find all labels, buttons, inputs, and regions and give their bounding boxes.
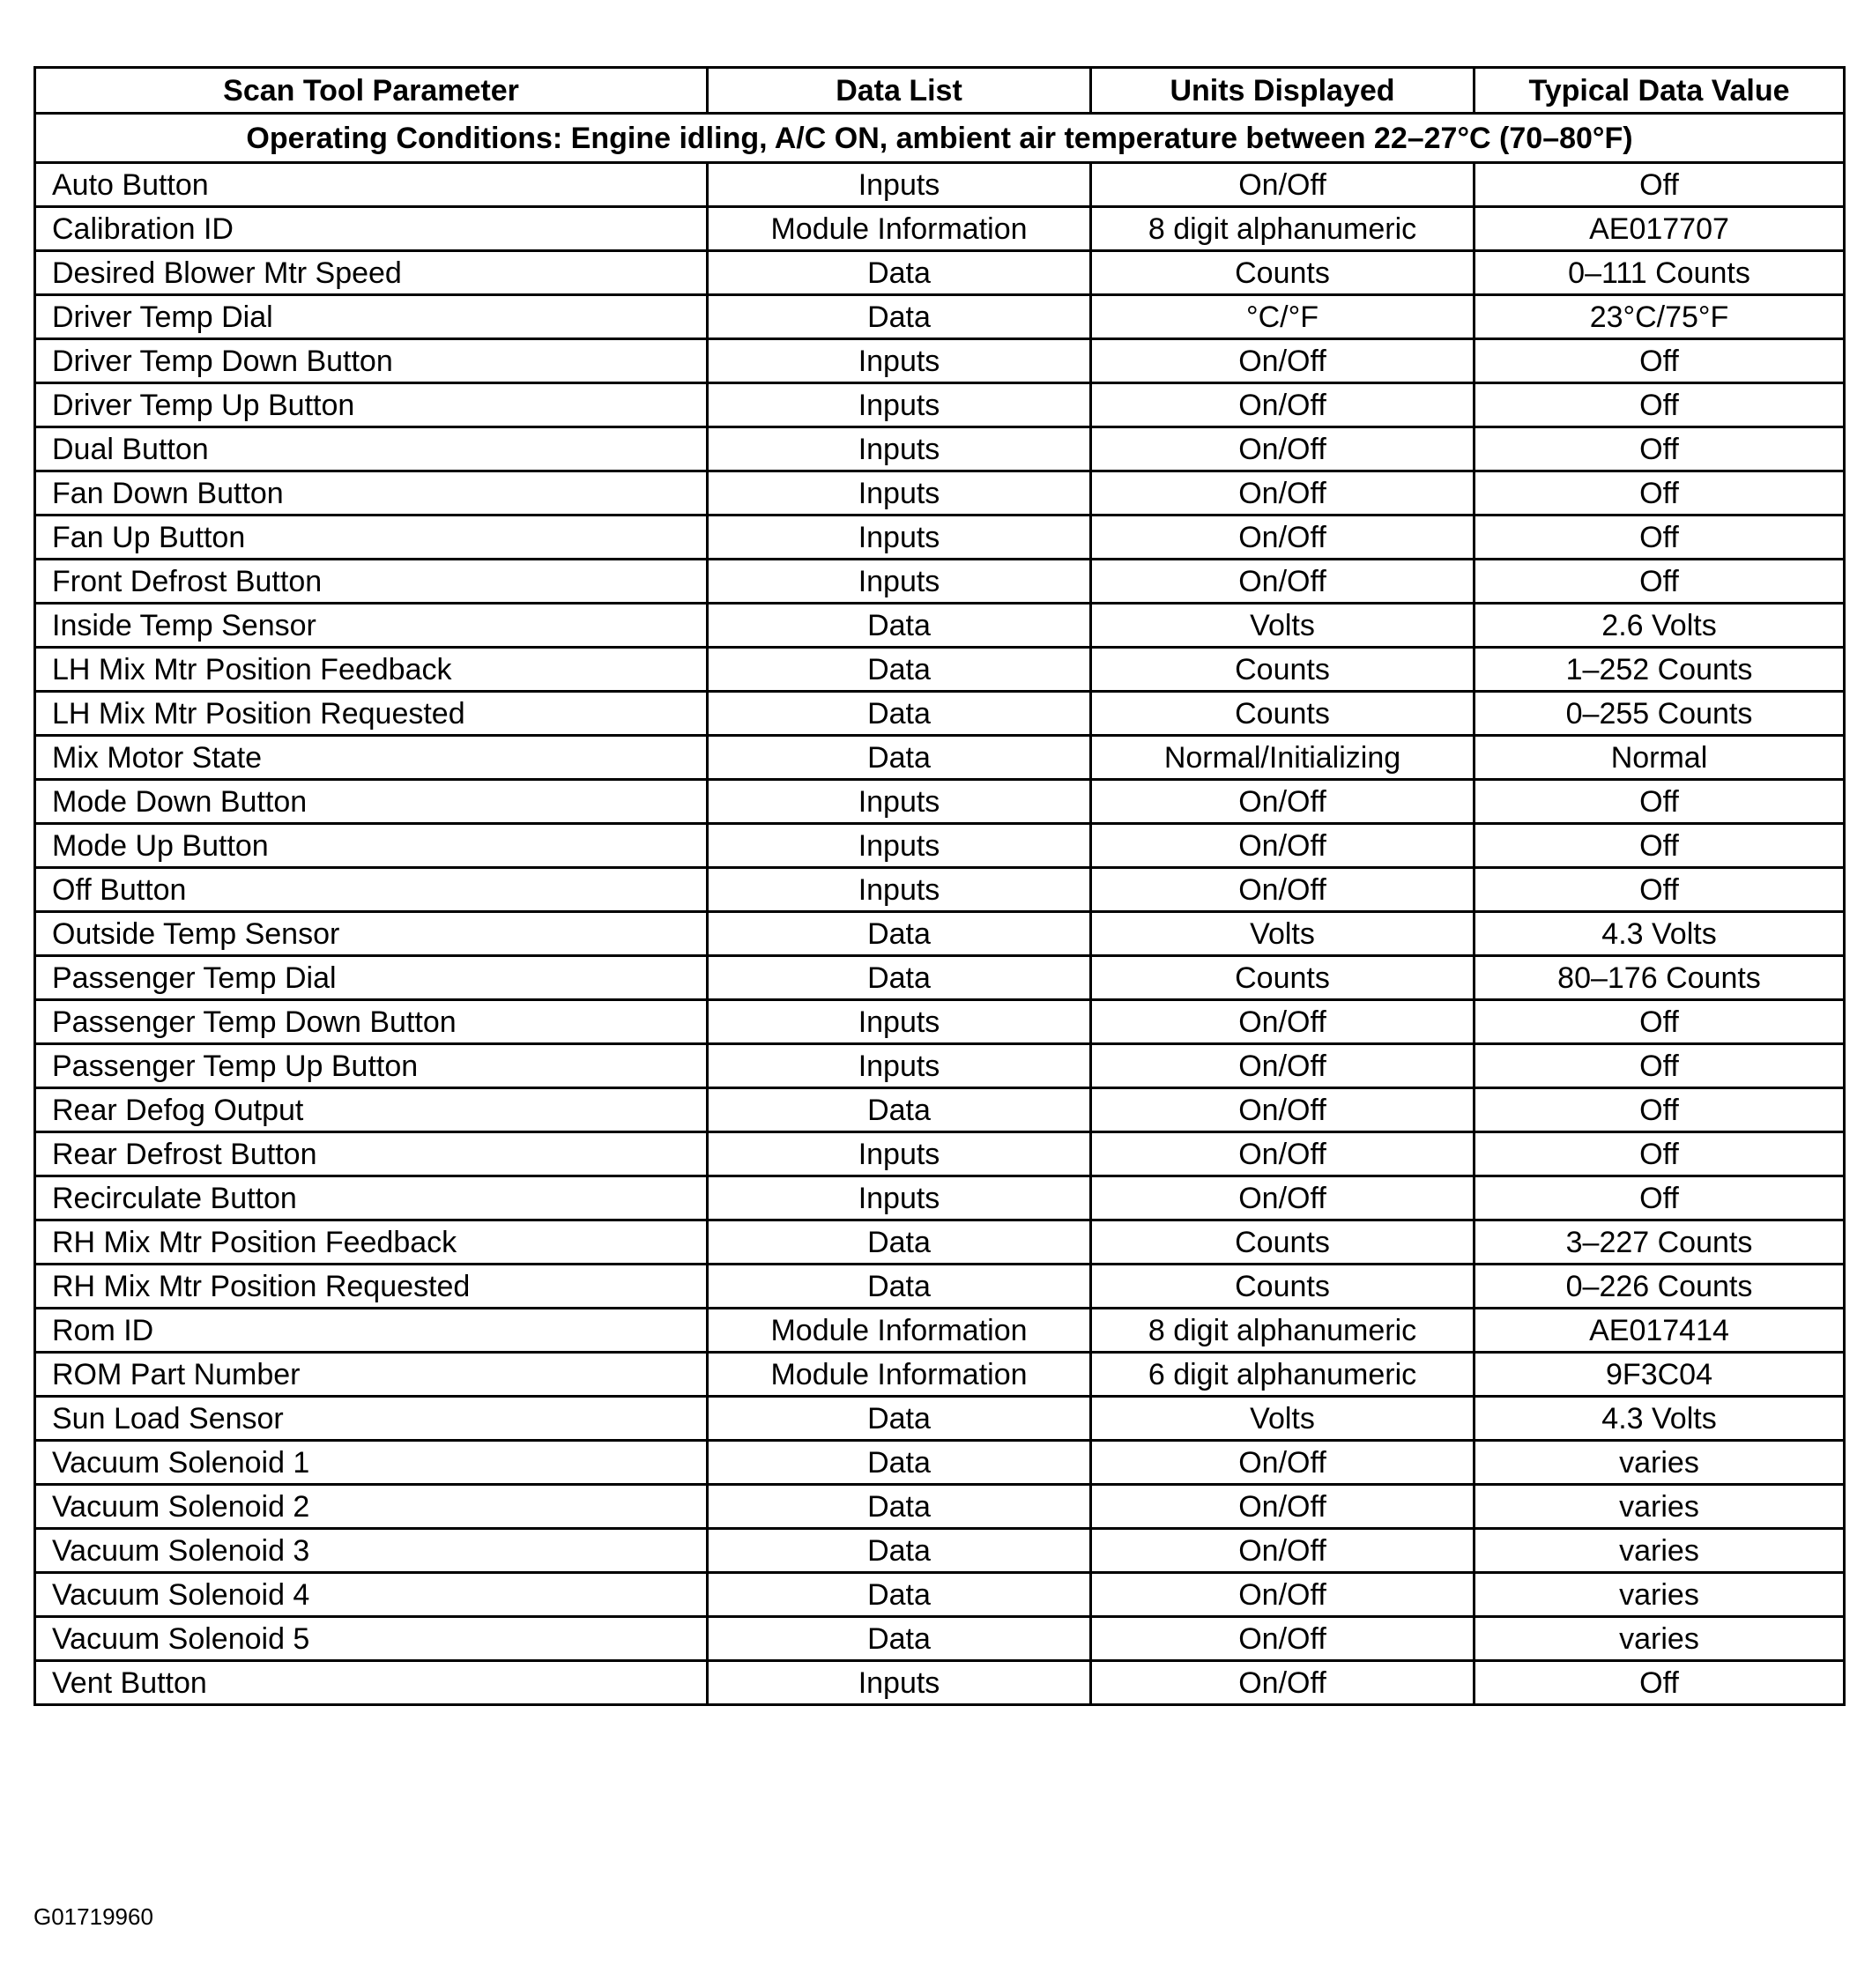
typical-value-cell: Off xyxy=(1475,471,1845,516)
units-cell: On/Off xyxy=(1091,780,1475,824)
data-list-cell: Inputs xyxy=(708,1176,1091,1220)
table-row xyxy=(35,1397,1845,1441)
table-row xyxy=(35,1441,1845,1485)
typical-value-cell: Off xyxy=(1475,339,1845,383)
data-list-cell: Data xyxy=(708,295,1091,339)
data-list-cell: Data xyxy=(708,251,1091,295)
table-row xyxy=(35,824,1845,868)
table-row xyxy=(35,1176,1845,1220)
units-cell: On/Off xyxy=(1091,1176,1475,1220)
parameter-cell: Outside Temp Sensor xyxy=(35,912,708,956)
typical-value-cell: Off xyxy=(1475,1088,1845,1132)
parameter-cell: RH Mix Mtr Position Requested xyxy=(35,1265,708,1309)
data-list-cell: Inputs xyxy=(708,1000,1091,1044)
data-list-cell: Data xyxy=(708,1397,1091,1441)
typical-value-cell: 23°C/75°F xyxy=(1475,295,1845,339)
units-cell: Counts xyxy=(1091,1265,1475,1309)
data-list-cell: Data xyxy=(708,1441,1091,1485)
typical-value-cell: varies xyxy=(1475,1617,1845,1661)
table-row xyxy=(35,912,1845,956)
header-data-list: Data List xyxy=(708,68,1091,114)
data-list-cell: Inputs xyxy=(708,1132,1091,1176)
data-list-cell: Inputs xyxy=(708,471,1091,516)
parameter-cell: LH Mix Mtr Position Feedback xyxy=(35,648,708,692)
units-cell: On/Off xyxy=(1091,1044,1475,1088)
data-list-cell: Inputs xyxy=(708,339,1091,383)
data-list-cell: Inputs xyxy=(708,516,1091,560)
units-cell: On/Off xyxy=(1091,1529,1475,1573)
units-cell: On/Off xyxy=(1091,471,1475,516)
typical-value-cell: Off xyxy=(1475,780,1845,824)
parameter-cell: Calibration ID xyxy=(35,207,708,251)
parameter-cell: Mode Up Button xyxy=(35,824,708,868)
data-list-cell: Data xyxy=(708,692,1091,736)
table-row xyxy=(35,1661,1845,1705)
typical-value-cell: Off xyxy=(1475,868,1845,912)
typical-value-cell: Off xyxy=(1475,1132,1845,1176)
table-row xyxy=(35,1088,1845,1132)
parameter-cell: Vacuum Solenoid 5 xyxy=(35,1617,708,1661)
data-list-cell: Data xyxy=(708,1220,1091,1265)
parameter-cell: ROM Part Number xyxy=(35,1353,708,1397)
units-cell: Volts xyxy=(1091,604,1475,648)
table-row xyxy=(35,1044,1845,1088)
table-row xyxy=(35,1573,1845,1617)
parameter-cell: Passenger Temp Dial xyxy=(35,956,708,1000)
typical-value-cell: 0–111 Counts xyxy=(1475,251,1845,295)
parameter-cell: Rear Defrost Button xyxy=(35,1132,708,1176)
table-row xyxy=(35,560,1845,604)
table-row xyxy=(35,1309,1845,1353)
parameter-cell: Vacuum Solenoid 1 xyxy=(35,1441,708,1485)
table-row xyxy=(35,1132,1845,1176)
units-cell: Volts xyxy=(1091,912,1475,956)
table-row xyxy=(35,604,1845,648)
units-cell: On/Off xyxy=(1091,1441,1475,1485)
typical-value-cell: 0–226 Counts xyxy=(1475,1265,1845,1309)
table-row xyxy=(35,251,1845,295)
parameter-cell: Mode Down Button xyxy=(35,780,708,824)
parameter-cell: Rom ID xyxy=(35,1309,708,1353)
table-row xyxy=(35,1220,1845,1265)
table-row xyxy=(35,648,1845,692)
typical-value-cell: AE017707 xyxy=(1475,207,1845,251)
typical-value-cell: Off xyxy=(1475,560,1845,604)
data-list-cell: Inputs xyxy=(708,780,1091,824)
units-cell: On/Off xyxy=(1091,1000,1475,1044)
header-row xyxy=(35,68,1845,114)
table-row xyxy=(35,780,1845,824)
units-cell: Counts xyxy=(1091,1220,1475,1265)
parameter-cell: Auto Button xyxy=(35,163,708,207)
data-list-cell: Inputs xyxy=(708,1661,1091,1705)
units-cell: On/Off xyxy=(1091,868,1475,912)
typical-value-cell: varies xyxy=(1475,1573,1845,1617)
data-list-cell: Inputs xyxy=(708,383,1091,427)
table-row xyxy=(35,1485,1845,1529)
typical-value-cell: AE017414 xyxy=(1475,1309,1845,1353)
parameter-cell: Vacuum Solenoid 3 xyxy=(35,1529,708,1573)
typical-value-cell: Off xyxy=(1475,1000,1845,1044)
units-cell: On/Off xyxy=(1091,427,1475,471)
table-row xyxy=(35,1617,1845,1661)
parameter-cell: Fan Up Button xyxy=(35,516,708,560)
data-list-cell: Module Information xyxy=(708,1309,1091,1353)
units-cell: 8 digit alphanumeric xyxy=(1091,1309,1475,1353)
operating-conditions: Operating Conditions: Engine idling, A/C ON, ambient air temperature between 22–27°C (70–80°F) xyxy=(35,114,1845,163)
units-cell: Counts xyxy=(1091,692,1475,736)
typical-value-cell: Off xyxy=(1475,1176,1845,1220)
data-list-cell: Module Information xyxy=(708,207,1091,251)
data-list-cell: Data xyxy=(708,1265,1091,1309)
table-row xyxy=(35,295,1845,339)
units-cell: On/Off xyxy=(1091,383,1475,427)
operating-conditions-row xyxy=(35,114,1845,163)
header-scan-tool-parameter: Scan Tool Parameter xyxy=(35,68,708,114)
typical-value-cell: Off xyxy=(1475,383,1845,427)
table-header xyxy=(35,68,1845,114)
units-cell: On/Off xyxy=(1091,516,1475,560)
scan-tool-data-table xyxy=(33,66,1846,1706)
typical-value-cell: varies xyxy=(1475,1485,1845,1529)
table-row xyxy=(35,1000,1845,1044)
units-cell: On/Off xyxy=(1091,163,1475,207)
data-list-cell: Inputs xyxy=(708,560,1091,604)
table-row xyxy=(35,868,1845,912)
parameter-cell: Mix Motor State xyxy=(35,736,708,780)
header-units-displayed: Units Displayed xyxy=(1091,68,1475,114)
units-cell: On/Off xyxy=(1091,1617,1475,1661)
parameter-cell: Sun Load Sensor xyxy=(35,1397,708,1441)
data-list-cell: Inputs xyxy=(708,163,1091,207)
units-cell: On/Off xyxy=(1091,1132,1475,1176)
typical-value-cell: varies xyxy=(1475,1529,1845,1573)
data-list-cell: Data xyxy=(708,648,1091,692)
typical-value-cell: Off xyxy=(1475,824,1845,868)
table-row xyxy=(35,956,1845,1000)
units-cell: On/Off xyxy=(1091,1485,1475,1529)
typical-value-cell: 3–227 Counts xyxy=(1475,1220,1845,1265)
table-row xyxy=(35,339,1845,383)
units-cell: 6 digit alphanumeric xyxy=(1091,1353,1475,1397)
table-row xyxy=(35,207,1845,251)
table-row xyxy=(35,427,1845,471)
data-list-cell: Data xyxy=(708,956,1091,1000)
units-cell: On/Off xyxy=(1091,560,1475,604)
typical-value-cell: 4.3 Volts xyxy=(1475,1397,1845,1441)
data-list-cell: Data xyxy=(708,1617,1091,1661)
table-row xyxy=(35,1265,1845,1309)
units-cell: Volts xyxy=(1091,1397,1475,1441)
typical-value-cell: 0–255 Counts xyxy=(1475,692,1845,736)
typical-value-cell: Off xyxy=(1475,1661,1845,1705)
table-row xyxy=(35,471,1845,516)
data-list-cell: Data xyxy=(708,1573,1091,1617)
data-list-cell: Data xyxy=(708,912,1091,956)
parameter-cell: Vacuum Solenoid 2 xyxy=(35,1485,708,1529)
typical-value-cell: 2.6 Volts xyxy=(1475,604,1845,648)
typical-value-cell: Off xyxy=(1475,427,1845,471)
table-row xyxy=(35,1353,1845,1397)
typical-value-cell: Off xyxy=(1475,1044,1845,1088)
data-list-cell: Data xyxy=(708,1529,1091,1573)
units-cell: 8 digit alphanumeric xyxy=(1091,207,1475,251)
typical-value-cell: varies xyxy=(1475,1441,1845,1485)
parameter-cell: Off Button xyxy=(35,868,708,912)
data-list-cell: Inputs xyxy=(708,868,1091,912)
parameter-cell: LH Mix Mtr Position Requested xyxy=(35,692,708,736)
data-list-cell: Data xyxy=(708,1088,1091,1132)
units-cell: On/Off xyxy=(1091,1088,1475,1132)
parameter-cell: Fan Down Button xyxy=(35,471,708,516)
typical-value-cell: 9F3C04 xyxy=(1475,1353,1845,1397)
table-row xyxy=(35,692,1845,736)
table-row xyxy=(35,383,1845,427)
table-row xyxy=(35,1529,1845,1573)
table-row xyxy=(35,163,1845,207)
data-list-cell: Data xyxy=(708,1485,1091,1529)
typical-value-cell: Off xyxy=(1475,163,1845,207)
typical-value-cell: Normal xyxy=(1475,736,1845,780)
parameter-cell: Dual Button xyxy=(35,427,708,471)
parameter-cell: Inside Temp Sensor xyxy=(35,604,708,648)
data-list-cell: Data xyxy=(708,604,1091,648)
data-list-cell: Inputs xyxy=(708,824,1091,868)
typical-value-cell: 4.3 Volts xyxy=(1475,912,1845,956)
parameter-cell: Rear Defog Output xyxy=(35,1088,708,1132)
parameter-cell: Vent Button xyxy=(35,1661,708,1705)
data-list-cell: Module Information xyxy=(708,1353,1091,1397)
parameter-cell: Front Defrost Button xyxy=(35,560,708,604)
parameter-cell: Vacuum Solenoid 4 xyxy=(35,1573,708,1617)
units-cell: On/Off xyxy=(1091,1573,1475,1617)
units-cell: Counts xyxy=(1091,251,1475,295)
units-cell: Counts xyxy=(1091,956,1475,1000)
units-cell: On/Off xyxy=(1091,339,1475,383)
data-list-cell: Data xyxy=(708,736,1091,780)
header-typical-data-value: Typical Data Value xyxy=(1475,68,1845,114)
figure-id: G01719960 xyxy=(33,1903,153,1930)
parameter-cell: RH Mix Mtr Position Feedback xyxy=(35,1220,708,1265)
table-body xyxy=(35,114,1845,1705)
parameter-cell: Recirculate Button xyxy=(35,1176,708,1220)
typical-value-cell: 1–252 Counts xyxy=(1475,648,1845,692)
typical-value-cell: 80–176 Counts xyxy=(1475,956,1845,1000)
units-cell: Normal/Initializing xyxy=(1091,736,1475,780)
units-cell: On/Off xyxy=(1091,824,1475,868)
units-cell: On/Off xyxy=(1091,1661,1475,1705)
table-row xyxy=(35,736,1845,780)
parameter-cell: Passenger Temp Up Button xyxy=(35,1044,708,1088)
data-list-cell: Inputs xyxy=(708,1044,1091,1088)
typical-value-cell: Off xyxy=(1475,516,1845,560)
table-row xyxy=(35,516,1845,560)
units-cell: Counts xyxy=(1091,648,1475,692)
parameter-cell: Passenger Temp Down Button xyxy=(35,1000,708,1044)
parameter-cell: Desired Blower Mtr Speed xyxy=(35,251,708,295)
data-list-cell: Inputs xyxy=(708,427,1091,471)
units-cell: °C/°F xyxy=(1091,295,1475,339)
parameter-cell: Driver Temp Dial xyxy=(35,295,708,339)
parameter-cell: Driver Temp Down Button xyxy=(35,339,708,383)
parameter-cell: Driver Temp Up Button xyxy=(35,383,708,427)
